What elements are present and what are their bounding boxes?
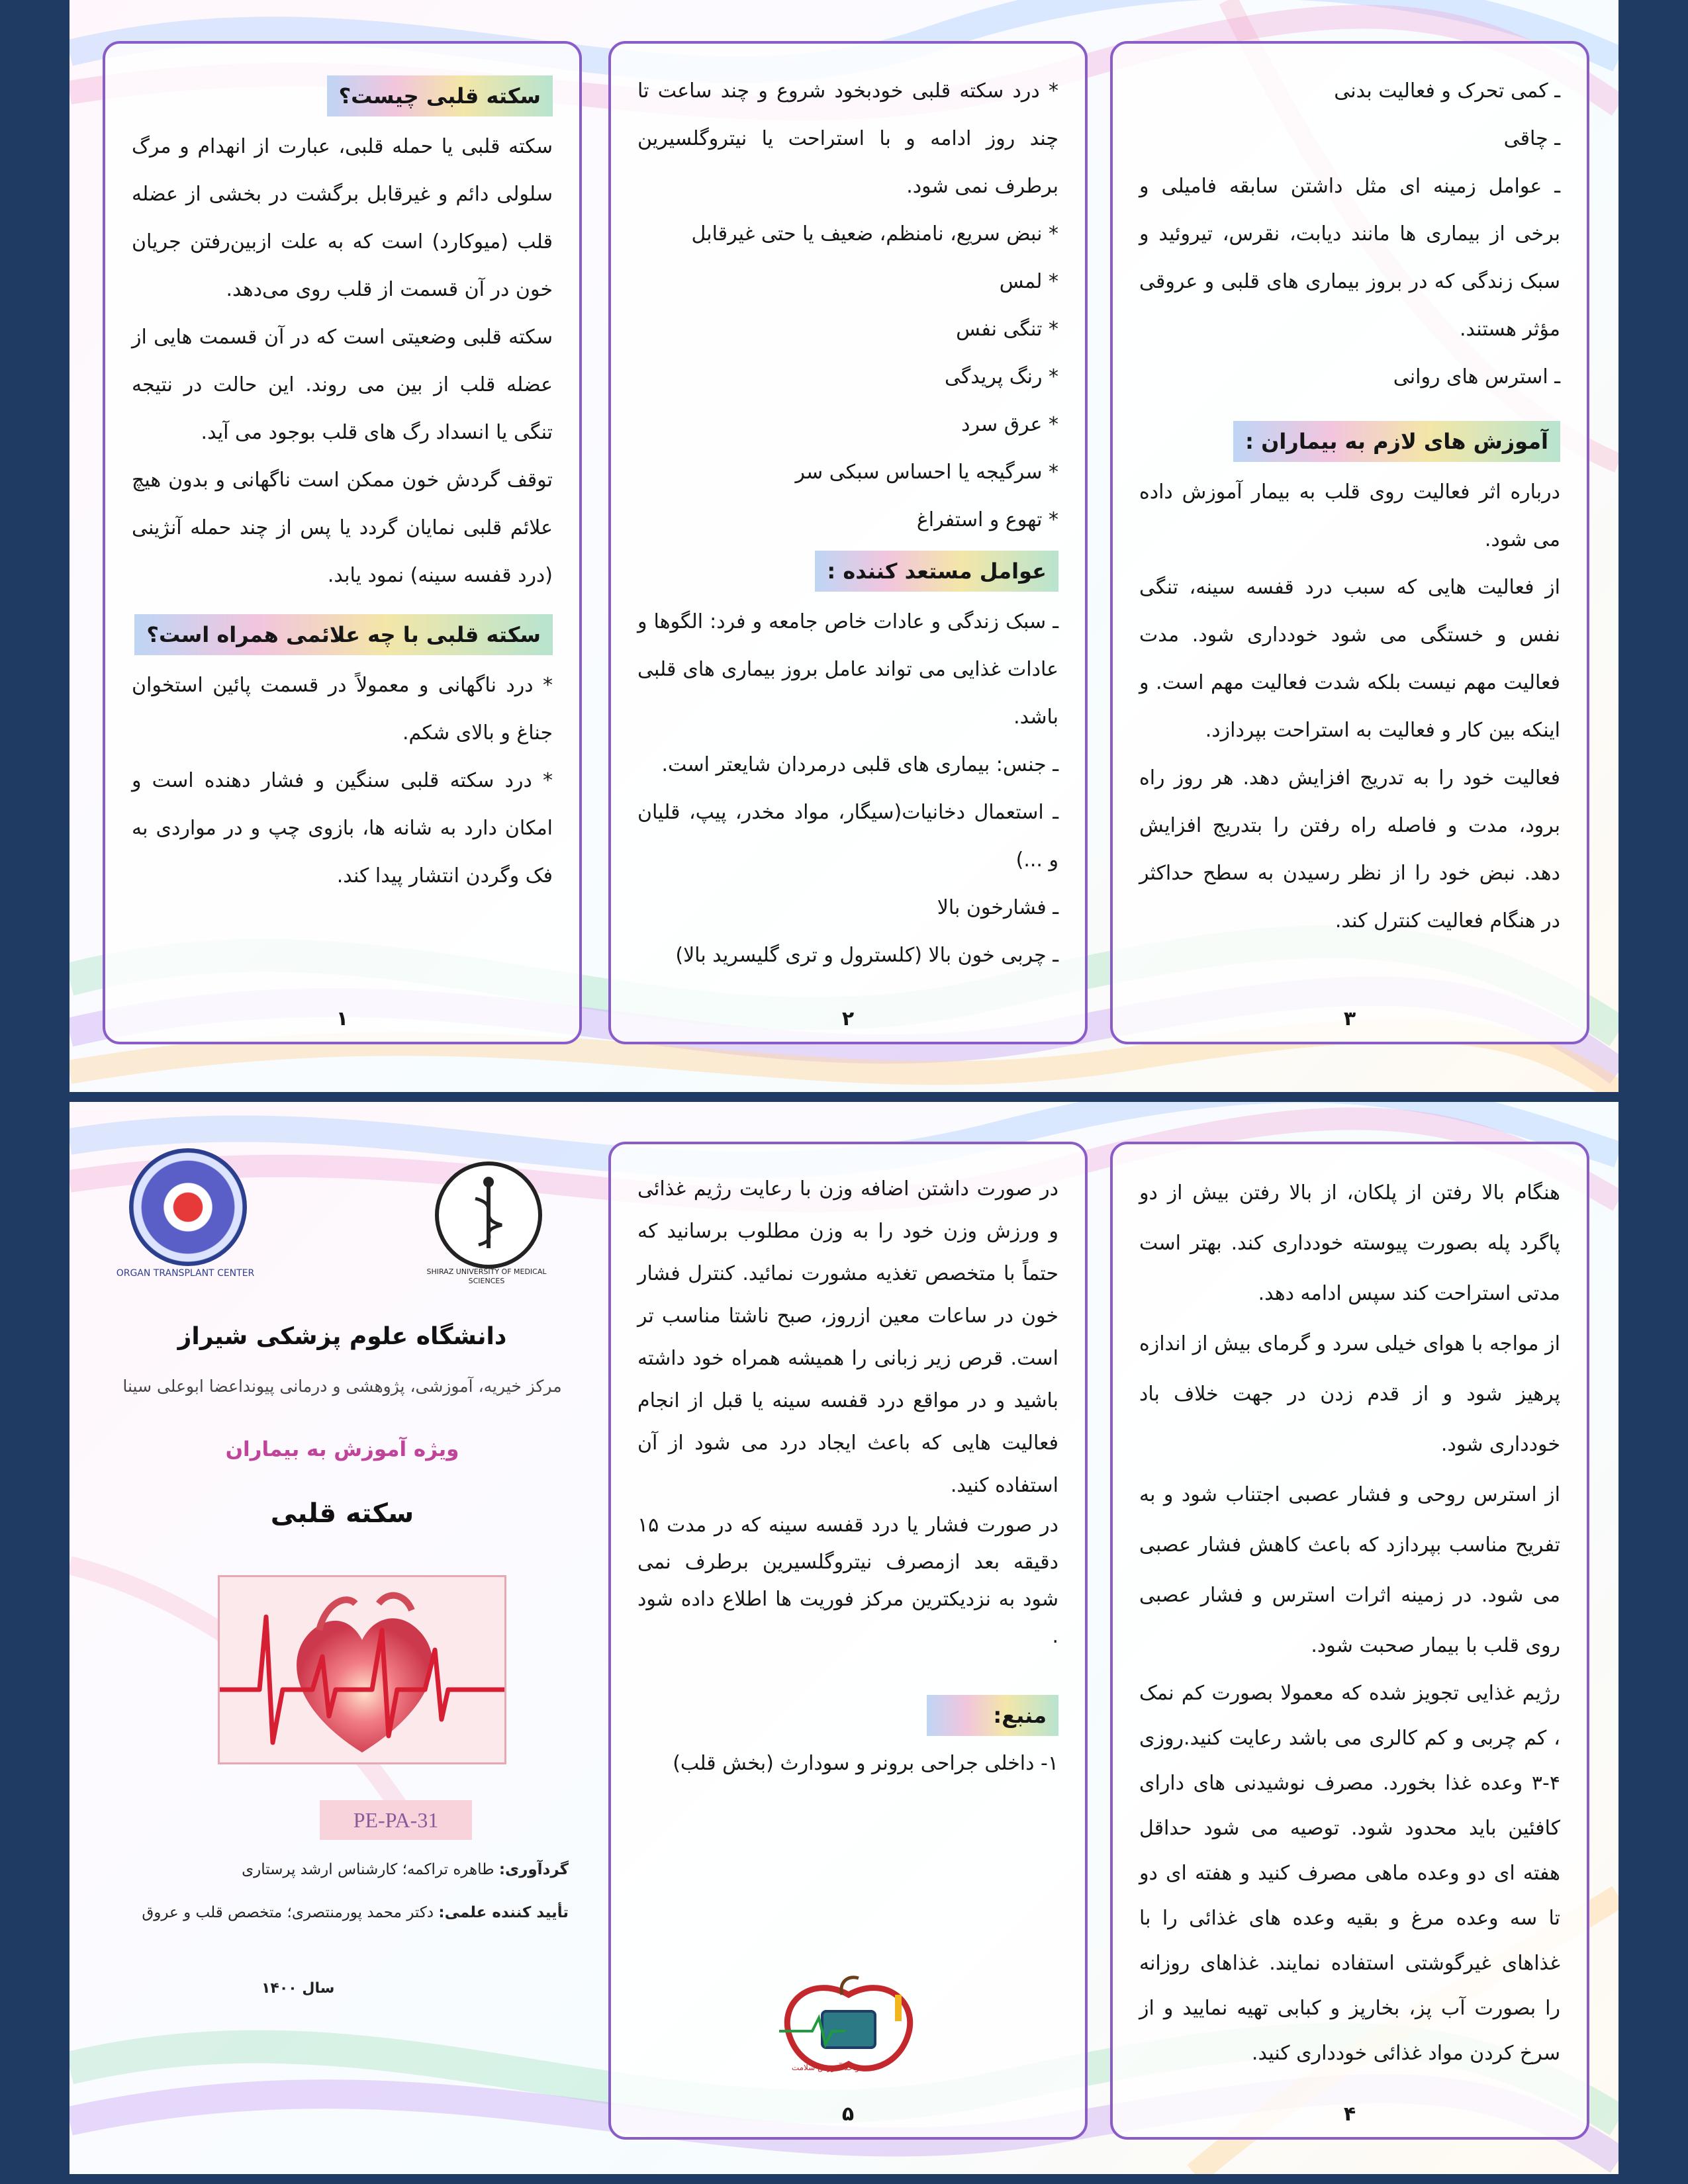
- symptom-item: * درد ناگهانی و معمولاً در قسمت پائین استخوان جناغ و بالای شکم.: [132, 674, 553, 745]
- paragraph: از فعالیت هایی که سبب درد قفسه سینه، تنگی نفس و خستگی می شود خودداری شود. مدت فعالیت مهم نیست بلکه شدت فعالیت مهم است. و اینکه بین کار و فعالیت به استراحت بپردازد.: [1139, 576, 1560, 742]
- symptom-item: * درد سکته قلبی سنگین و فشار دهنده است و امکان دارد به شانه ها، بازوی چپ و در مواردی به فک وگردن انتشار پیدا کند.: [132, 769, 553, 887]
- approver-label: تأیید کننده علمی:: [438, 1904, 569, 1921]
- risk-factor-item: ـ سبک زندگی و عادات خاص جامعه و فرد: الگوها و عادات غذایی می تواند عامل بروز بیماری های قلبی باشد.: [637, 610, 1058, 729]
- year: سال ۱۴۰۰: [261, 1980, 335, 1997]
- paragraph: در صورت داشتن اضافه وزن با رعایت رژیم غذائی و ورزش وزن خود را به وزن مطلوب برسانید که حتماً با متخصص تغذیه مشورت نمائید. کنترل فشار خون در ساعات معین ازروز، صبح ناشتا مناسب تر است. قرص زیر زبانی را همیشه همراه خود داشته باشید و در مواقع درد قفسه سینه یا قبل از انجام فعالیت هایی که باعث ایجاد درد می شود از آن استفاده کنید.: [637, 1177, 1058, 1497]
- symptom-item: * تهوع و استفراغ: [916, 508, 1058, 531]
- cover-page: [103, 1102, 582, 2174]
- compiler-line: [242, 1856, 569, 1883]
- brochure-title: سکته قلبی: [270, 1498, 414, 1529]
- source-item: ١- داخلی جراحی برونر و سودارث (بخش قلب): [673, 1752, 1058, 1775]
- panel-page-1: [103, 41, 582, 1044]
- paragraph: در صورت فشار یا درد قفسه سینه که در مدت ۱۵ دقیقه بعد ازمصرف نیتروگلسیرین برطرف نمی شود به نزدیکترین مرکز فوریت ها اطلاع داده شود .: [637, 1514, 1058, 1648]
- center-name: مرکز خیریه، آموزشی، پژوهشی و درمانی پیونداعضا ابوعلی سینا: [122, 1377, 562, 1396]
- heart-ecg-illustration: [218, 1575, 506, 1764]
- panel-page-5: [608, 1142, 1088, 2140]
- logo-caption: SHIRAZ UNIVERSITY OF MEDICAL SCIENCES: [426, 1267, 547, 1285]
- page-number: ۴: [1343, 2103, 1356, 2126]
- heart-icon: [220, 1577, 504, 1762]
- risk-factor-item: ـ استعمال دخانیات(سیگار، مواد مخدر، پیپ، قلیان و ...): [637, 801, 1058, 872]
- paragraph: درباره اثر فعالیت روی قلب به بیمار آموزش داده می شود.: [1139, 480, 1560, 551]
- health-education-unit-logo: [766, 1968, 931, 2081]
- heading-patient-education: آموزش های لازم به بیماران :: [1233, 421, 1560, 462]
- page-number: ۵: [841, 2103, 855, 2126]
- heading-symptoms: سکته قلبی با چه علائمی همراه است؟: [134, 614, 553, 655]
- organ-transplant-center-logo: [129, 1148, 247, 1266]
- special-for-patients: ویژه آموزش به بیماران: [225, 1437, 459, 1461]
- health-unit-caption: واحد آموزش سلامت: [791, 2063, 860, 2072]
- compiler-label: گردآوری:: [498, 1861, 569, 1878]
- compiler-name: طاهره تراکمه؛ کارشناس ارشد پرستاری: [242, 1861, 499, 1878]
- paragraph: سکته قلبی یا حمله قلبی، عبارت از انهدام و مرگ سلولی دائم و غیرقابل برگشت در بخشی از عضله قلب (میوکارد) است که به علت ازبین‌رفتن جریان خون در آن قسمت از قلب روی می‌دهد.: [132, 135, 553, 301]
- paragraph: توقف گردش خون ممکن است ناگهانی و بدون هیچ علائم قلبی نمایان گردد یا پس از چند حمله آنژینی (درد قفسه سینه) نمود یابد.: [132, 469, 553, 587]
- symptom-item: * عرق سرد: [961, 413, 1058, 436]
- symptom-item: * لمس: [999, 270, 1058, 293]
- symptom-item: * درد سکته قلبی خودبخود شروع و چند ساعت تا چند روز ادامه و با استراحت یا نیتروگلسیرین برطرف نمی شود.: [637, 79, 1058, 198]
- paragraph: از مواجه با هوای خیلی سرد و گرمای بیش از اندازه پرهیز شود و از قدم زدن در جهت خلاف باد خودداری شود.: [1139, 1332, 1560, 1456]
- university-name: دانشگاه علوم پزشکی شیراز: [177, 1323, 507, 1350]
- risk-factor-item: ـ جنس: بیماری های قلبی درمردان شایعتر است.: [661, 753, 1058, 776]
- brochure-outer-sheet: [70, 0, 1618, 1092]
- paragraph: سکته قلبی وضعیتی است که در آن قسمت هایی از عضله قلب از بین می روند. این حالت در نتیجه تنگی یا انسداد رگ های قلب بوجود می آید.: [132, 326, 553, 444]
- symptom-item: * تنگی نفس: [956, 318, 1058, 341]
- page-number: ٢: [841, 1007, 855, 1030]
- paragraph: هنگام بالا رفتن از پلکان، از بالا رفتن بیش از دو پاگرد پله بصورت پیوسته خودداری کند. بهتر است مدتی استراحت کند سپس ادامه دهد.: [1139, 1181, 1560, 1305]
- panel-page-4: [1110, 1142, 1589, 2140]
- page-number: ١: [336, 1007, 349, 1030]
- symptom-item: * رنگ پریدگی: [944, 365, 1058, 388]
- heading-what-is-heart-attack: سکته قلبی چیست؟: [327, 75, 553, 116]
- heading-risk-factors: عوامل مستعد کننده :: [815, 551, 1058, 592]
- panel-page-3: [1110, 41, 1589, 1044]
- symptom-item: * سرگیجه یا احساس سبکی سر: [795, 461, 1058, 484]
- panel-page-2: [608, 41, 1088, 1044]
- heading-source: منبع:: [927, 1695, 1058, 1736]
- symptom-item: * نبض سریع، نامنظم، ضعیف یا حتی غیرقابل: [691, 222, 1058, 246]
- logo-caption: ORGAN TRANSPLANT CENTER: [116, 1268, 255, 1279]
- risk-factor-item: ـ فشارخون بالا: [937, 896, 1058, 919]
- approver-name: دکتر محمد پورمنتصری؛ متخصص قلب و عروق: [142, 1904, 439, 1921]
- paragraph: رژیم غذایی تجویز شده که معمولا بصورت کم نمک ، کم چربی و کم کالری می باشد رعایت کنید.روزی ۴-۳ وعده غذا بخورد. مصرف نوشیدنی های دارای کافئین باید محدود شود. توصیه می شود حداقل هفته ای دو وعده ماهی مصرف کنید و هفته ای دو تا سه وعده مرغ و بقیه وعده های غذائی را با غذاهای غیرگوشتی استفاده نمایند. غذاهای روزانه را بصورت آب پز، بخارپز و کبابی تهیه نمایید و از سرخ کردن مواد غذائی خودداری کنید.: [1139, 1682, 1560, 2065]
- risk-factor-item: ـ چاقی: [1503, 127, 1560, 150]
- page-number: ٣: [1343, 1007, 1356, 1030]
- brochure-inner-sheet: [70, 1102, 1618, 2174]
- approver-line: [142, 1899, 569, 1926]
- risk-factor-item: ـ کمی تحرک و فعالیت بدنی: [1334, 79, 1560, 103]
- risk-factor-item: ـ استرس های روانی: [1393, 365, 1560, 388]
- paragraph: از استرس روحی و فشار عصبی اجتناب شود و به تفریح مناسب بپردازد که باعث کاهش فشار عصبی می شود. در زمینه اثرات استرس و فشار عصبی روی قلب با بیمار صحبت شود.: [1139, 1483, 1560, 1657]
- shiraz-university-logo: [435, 1161, 542, 1269]
- paragraph: فعالیت خود را به تدریج افزایش دهد. هر روز راه برود، مدت و فاصله راه رفتن را بتدریج افزایش دهد. نبض خود را از نظر رسیدن به سطح حداکثر در هنگام فعالیت کنترل کند.: [1139, 766, 1560, 933]
- risk-factor-item: ـ عوامل زمینه ای مثل داشتن سابقه فامیلی و برخی از بیماری ها مانند دیابت، نقرس، تیروئید و سبک زندگی که در بروز بیماری های قلبی و عروقی مؤثر هستند.: [1139, 175, 1560, 341]
- caduceus-icon: [439, 1165, 538, 1265]
- document-code-badge: PE-PA-31: [320, 1800, 472, 1840]
- risk-factor-item: ـ چربی خون بالا (کلسترول و تری گلیسرید بالا): [675, 944, 1058, 967]
